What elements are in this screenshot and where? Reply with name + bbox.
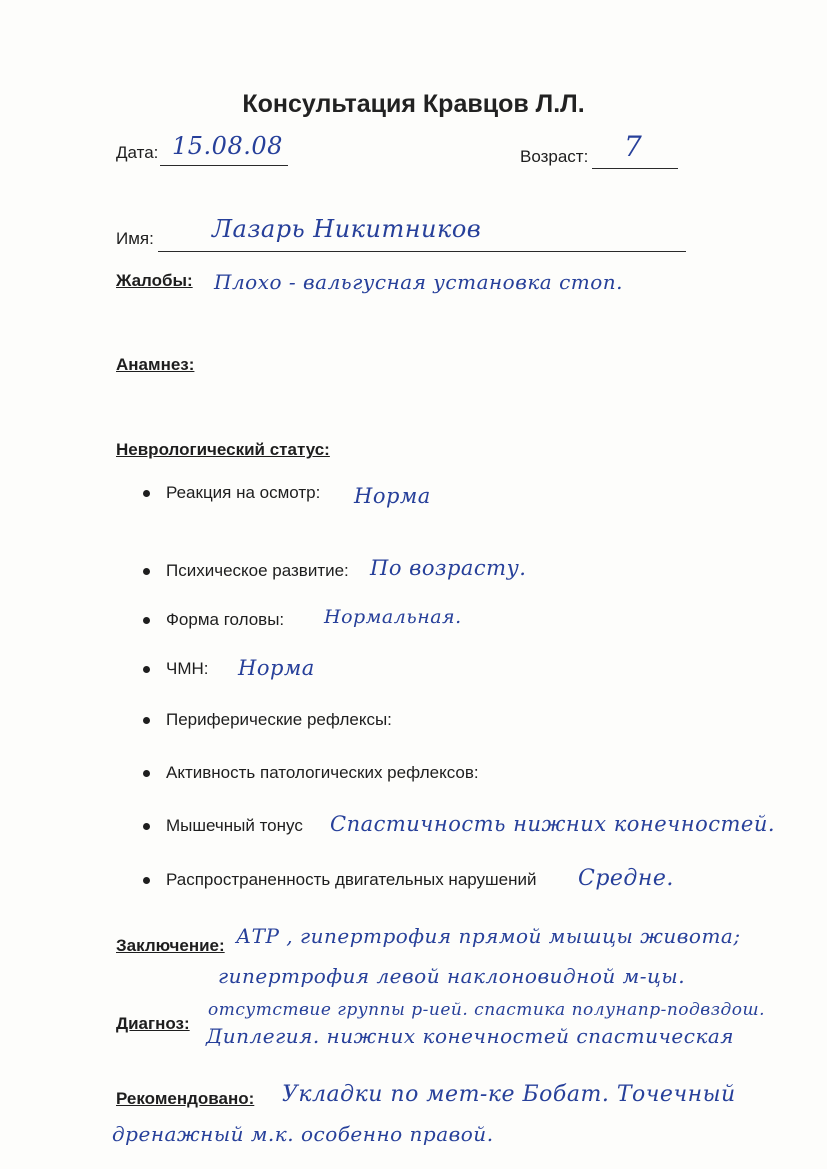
name-value: Лазарь Никитников [212, 215, 482, 243]
neuro-item-head-label: Форма головы: [166, 610, 285, 629]
neuro-item-mental-label: Психическое развитие: [166, 561, 349, 580]
page-title: Консультация Кравцов Л.Л. [242, 90, 585, 118]
recommended-line-2: дренажный м.к. особенно правой. [112, 1122, 494, 1146]
bullet-icon [143, 717, 150, 724]
bullet-icon [143, 568, 150, 575]
neuro-item-reaction-value: Норма [354, 484, 431, 508]
name-label: Имя: [116, 229, 154, 248]
bullet-icon [143, 666, 150, 673]
diagnosis-value: Диплегия. нижних конечностей спастическая [206, 1024, 735, 1048]
complaints-value: Плохо - вальгусная установка стоп. [214, 270, 624, 294]
bullet-icon [143, 877, 150, 884]
bullet-icon [143, 823, 150, 830]
age-label: Возраст: [520, 147, 589, 166]
neuro-item-reaction-label: Реакция на осмотр: [166, 483, 321, 502]
neuro-item-cranial-value: Норма [238, 656, 315, 680]
neuro-item-peripheral-label: Периферические рефлексы: [166, 710, 392, 729]
date-value: 15.08.08 [172, 132, 283, 160]
bullet-icon [143, 490, 150, 497]
anamnesis-label: Анамнез: [116, 355, 195, 374]
conclusion-line-1: АТР , гипертрофия прямой мышцы живота; [236, 924, 741, 948]
neuro-item-motor-value: Средне. [578, 866, 674, 891]
name-line [158, 251, 686, 252]
neuro-item-pathological-label: Активность патологических рефлексов: [166, 763, 479, 782]
neuro-item-head-value: Нормальная. [324, 606, 462, 628]
age-value: 7 [624, 130, 643, 163]
recommended-label: Рекомендовано: [116, 1089, 255, 1108]
neuro-item-tone-label: Мышечный тонус [166, 816, 303, 835]
age-line [592, 168, 678, 169]
neuro-item-motor-label: Распространенность двигательных нарушений [166, 870, 537, 889]
neuro-item-mental-value: По возрасту. [370, 556, 527, 580]
date-label: Дата: [116, 143, 159, 162]
conclusion-line-2: гипертрофия левой наклоновидной м-цы. [218, 964, 686, 988]
neuro-status-label: Неврологический статус: [116, 440, 330, 459]
recommended-line-1: Укладки по мет-ке Бобат. Точечный [282, 1082, 736, 1107]
bullet-icon [143, 770, 150, 777]
neuro-item-tone-value: Спастичность нижних конечностей. [330, 812, 776, 836]
conclusion-label: Заключение: [116, 936, 225, 955]
neuro-item-cranial-label: ЧМН: [166, 659, 209, 678]
conclusion-line-3: отсутствие группы р-ией. спастика полунапр-подвздош. [208, 1000, 765, 1020]
date-line [160, 165, 288, 166]
diagnosis-label: Диагноз: [116, 1014, 190, 1033]
bullet-icon [143, 617, 150, 624]
complaints-label: Жалобы: [116, 271, 193, 290]
